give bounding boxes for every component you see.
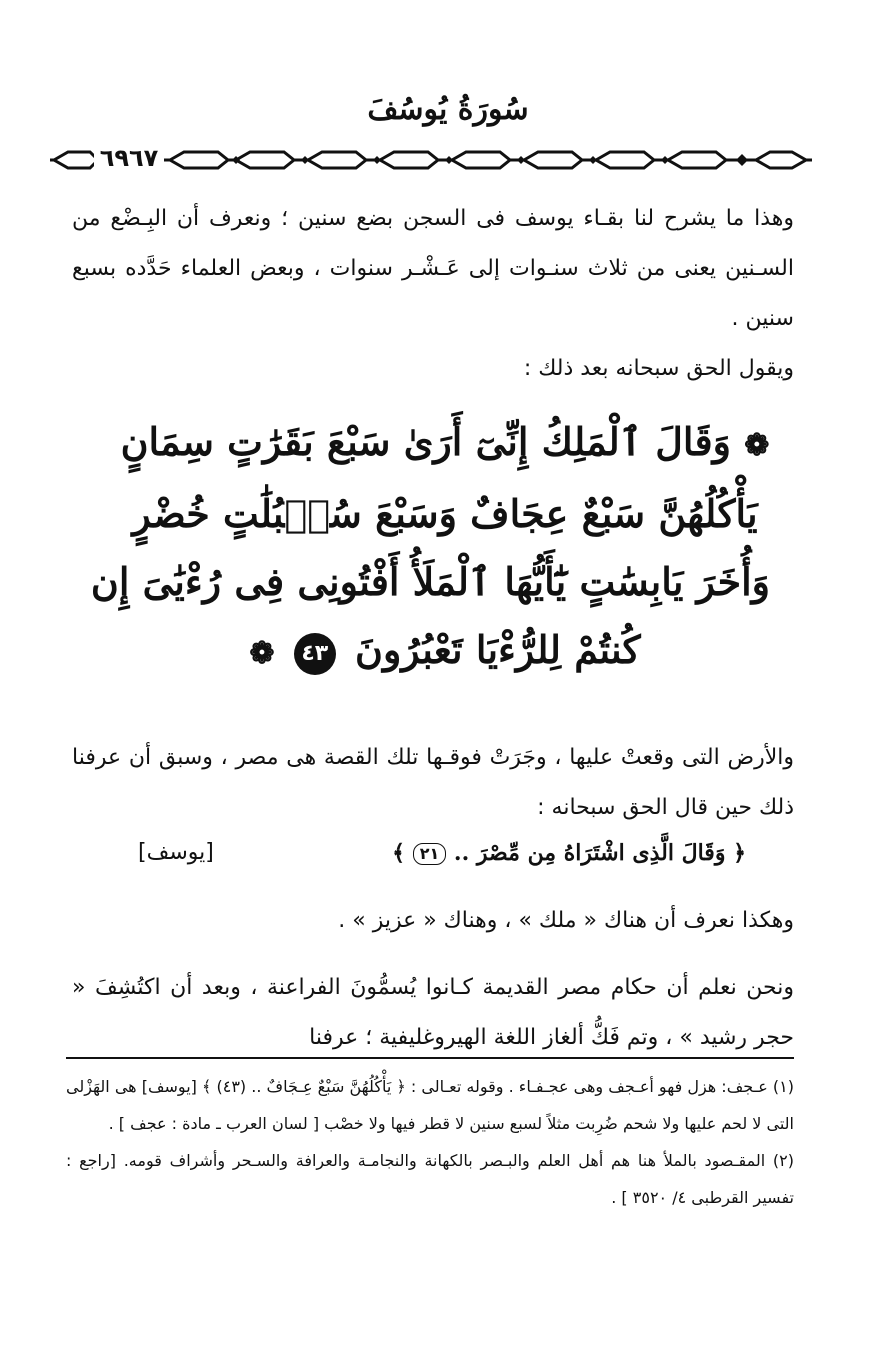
quran-line-4	[120, 616, 770, 688]
quran-line-3: وَأُخَرَ يَابِسَٰتٍ يَٰٓأَيُّهَا ٱلْمَلَأُ أَفْتُونِى فِى رُءْيَٰىَ إِن	[90, 559, 770, 604]
footnote-divider	[66, 1057, 794, 1059]
quote-reference: [يوسف]	[138, 840, 214, 865]
page-number: ٦٩٦٧	[94, 141, 164, 175]
quote-verse: ﴿ وَقَالَ الَّذِى اشْتَرَاهُ مِن مِّصْرَ ..	[446, 840, 746, 866]
quran-quote	[72, 836, 794, 876]
paragraph-4: وهكذا نعرف أن هناك « ملك » ، وهناك « عزيز » .	[338, 908, 794, 933]
paragraph-5: ونحن نعلم أن حكام مصر القديمة كـانوا يُسمُّونَ الفراعنة ، وبعد أن اكتُشِفَ « حجر رشيد » ، وتم فَكُّ ألغاز اللغة الهيروغليفية ؛ عرفنا	[72, 975, 794, 1050]
quran-line-1-text: وَقَالَ ٱلْمَلِكُ إِنِّىٓ أَرَىٰ سَبْعَ بَقَرَٰتٍ سِمَانٍ	[120, 419, 731, 464]
quran-line-1	[120, 408, 770, 480]
paragraph-1: وهذا ما يشرح لنا بقـاء يوسف فى السجن بضع سنين ؛ ونعرف أن البِـضْع من السـنين يعنى من ثلاث سنـوات إلى عَـشْـر سنوات ، وبعض العلماء حَدَّده بسبع سنين .	[72, 206, 794, 331]
paragraph-3: والأرض التى وقعتْ عليها ، وجَرَتْ فوقـها تلك القصة هى مصر ، وسبق أن عرفنا ذلك حين قال الحق سبحانه :	[72, 745, 794, 820]
paragraph-2: ويقول الحق سبحانه بعد ذلك :	[523, 356, 794, 381]
ayah-number-badge: ٤٣	[294, 633, 336, 675]
verse-open-ornament-icon: ❁	[744, 428, 770, 463]
quote-close-bracket: ﴾	[392, 840, 413, 866]
footnote-1: (١) عـجف: هزل فهو أعـجف وهى عجـفـاء . وقوله تعـالى : ﴿ يَأْكُلُهُنَّ سَبْعٌ عِـجَافٌ .. (٤٣) ﴾ [يوسف] هى الهَزْلى التى لا لحم عليها ولا شحم ضُرِبت مثلاً لسبع سنين لا قطر فيها ولا خصْب [ لسان العرب ـ مادة : عجف ] .	[66, 1077, 795, 1133]
surah-title: سُورَةُ يُوسُفَ	[367, 92, 529, 127]
verse-close-ornament-icon: ❁	[249, 636, 275, 671]
quran-line-2: يَأْكُلُهُنَّ سَبْعٌ عِجَافٌ وَسَبْعَ سُنۢبُلَٰتٍ خُضْرٍ	[132, 491, 758, 536]
quran-quote-text	[392, 840, 746, 866]
quote-ayah-number: ٢١	[413, 843, 447, 865]
quran-line-4-text: كُنتُمْ لِلرُّءْيَا تَعْبُرُونَ	[355, 627, 641, 672]
quran-verse-block	[90, 408, 770, 688]
footnote-2: (٢) المقـصود بالملأ هنا هم أهل العلم والبـصر بالكهانة والنجامـة والعرافة والسـحر وأشراف قومه. [راجع : تفسير القرطبى ٤/ ٣٥٢٠ ] .	[66, 1151, 794, 1207]
footnotes	[66, 1068, 794, 1216]
